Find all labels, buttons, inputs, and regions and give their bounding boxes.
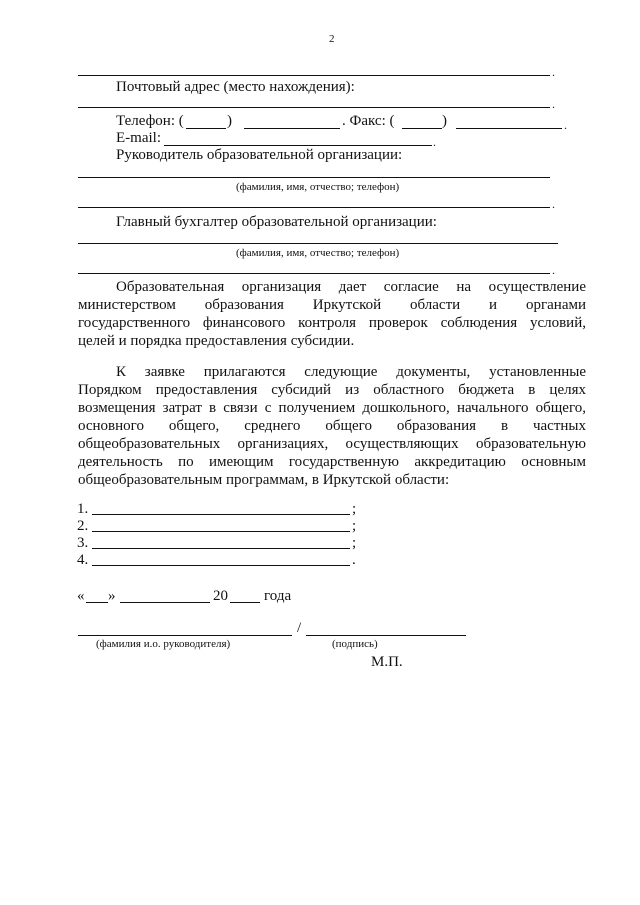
paragraph-line: министерством образования Иркутской области и органами — [78, 297, 586, 313]
accountant-field-line[interactable] — [78, 243, 558, 244]
blank-line-top — [78, 75, 550, 76]
paragraph-line: общеобразовательных организациях, осуществляющих образовательную — [78, 436, 586, 452]
stamp-placeholder: М.П. — [371, 654, 403, 670]
signature-name-field[interactable] — [78, 635, 292, 636]
paragraph-line: основного общего, среднего общего образования в частных — [78, 418, 586, 434]
attachment-number: 3. — [77, 535, 89, 551]
date-year-word: года — [264, 588, 292, 604]
director-field-line-2[interactable] — [78, 207, 550, 208]
attachment-end: ; — [352, 518, 357, 534]
line-end-dot: . — [564, 118, 567, 132]
fax-code-field[interactable] — [402, 128, 442, 129]
accountant-field-line-2[interactable] — [78, 273, 550, 274]
signature-separator: / — [297, 620, 302, 636]
address-field-line[interactable] — [78, 107, 550, 108]
fax-number-field[interactable] — [456, 128, 562, 129]
signature-name-caption: (фамилия и.о. руководителя) — [96, 638, 231, 650]
accountant-caption: (фамилия, имя, отчество; телефон) — [236, 247, 400, 259]
director-field-line[interactable] — [78, 177, 550, 178]
line-end-dot: . — [552, 97, 555, 111]
paragraph-line: К заявке прилагаются следующие документы, установленные — [116, 364, 586, 380]
date-century: 20 — [213, 588, 228, 604]
director-caption: (фамилия, имя, отчество; телефон) — [236, 181, 400, 193]
paragraph-line: возмещения затрат в связи с получением дошкольного, начального общего, — [78, 400, 586, 416]
attachment-field[interactable] — [92, 514, 350, 515]
phone-paren-close: ) — [227, 113, 232, 129]
date-month-field[interactable] — [120, 602, 210, 603]
attachment-field[interactable] — [92, 565, 350, 566]
attachment-number: 1. — [77, 501, 89, 517]
date-year-field[interactable] — [230, 602, 260, 603]
paragraph-line: Образовательная организация дает согласие на осуществление — [116, 279, 586, 295]
fax-label: . Факс: ( — [342, 113, 395, 129]
phone-code-field[interactable] — [186, 128, 226, 129]
email-label: E-mail: — [116, 130, 161, 146]
paragraph-line: Порядком предоставления субсидий из областного бюджета в целях — [78, 382, 586, 398]
line-end-dot: . — [552, 197, 555, 211]
page-number: 2 — [329, 33, 335, 45]
signature-sign-field[interactable] — [306, 635, 466, 636]
paragraph-line: общеобразовательным программам, в Иркутской области: — [78, 472, 450, 488]
line-end-dot: . — [433, 135, 436, 149]
documents-paragraph — [78, 363, 586, 489]
fax-paren-close: ) — [442, 113, 447, 129]
attachment-number: 2. — [77, 518, 89, 534]
attachment-end: ; — [352, 501, 357, 517]
date-open-quote: « — [77, 588, 85, 604]
director-label: Руководитель образовательной организации: — [116, 147, 403, 163]
attachment-end: ; — [352, 535, 357, 551]
paragraph-line: государственного финансового контроля проверок соблюдения условий, — [78, 315, 586, 331]
accountant-label: Главный бухгалтер образовательной организации: — [116, 214, 437, 230]
address-label: Почтовый адрес (место нахождения): — [116, 79, 355, 95]
date-close-quote: » — [108, 588, 116, 604]
phone-number-field[interactable] — [244, 128, 340, 129]
date-day-field[interactable] — [86, 602, 108, 603]
consent-paragraph — [78, 278, 586, 350]
attachment-number: 4. — [77, 552, 89, 568]
signature-sign-caption: (подпись) — [332, 638, 378, 650]
attachment-field[interactable] — [92, 531, 350, 532]
attachment-field[interactable] — [92, 548, 350, 549]
paragraph-line: деятельность по имеющим государственную аккредитацию основным — [78, 454, 586, 470]
paragraph-line: целей и порядка предоставления субсидии. — [78, 333, 355, 349]
attachment-end: . — [352, 552, 356, 568]
line-end-dot: . — [552, 263, 555, 277]
line-end-dot: . — [552, 65, 555, 79]
phone-label: Телефон: ( — [116, 113, 184, 129]
